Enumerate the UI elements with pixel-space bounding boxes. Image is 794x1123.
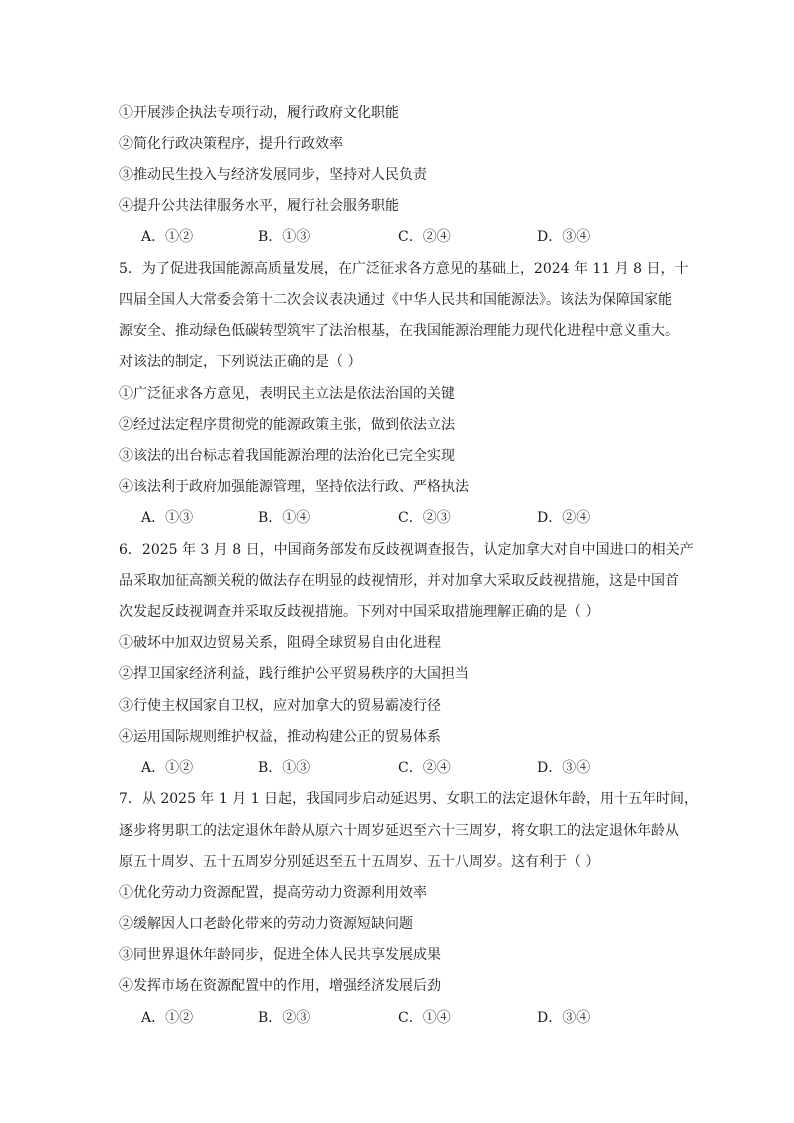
q5-option-b[interactable]: B．①④ (258, 510, 311, 526)
q4-option-c[interactable]: C．②④ (398, 229, 451, 245)
q6-statement-2: ②捍卫国家经济利益，践行维护公平贸易秩序的大国担当 (119, 666, 469, 682)
q7-statement-1: ①优化劳动力资源配置，提高劳动力资源利用效率 (119, 885, 427, 901)
q5-statement-1: ①广泛征求各方意见，表明民主立法是依法治国的关键 (119, 386, 455, 402)
q6-option-b[interactable]: B．①③ (258, 760, 311, 776)
q5-option-d[interactable]: D．②④ (537, 510, 591, 526)
q5-statement-4: ④该法利于政府加强能源管理，坚持依法行政、严格执法 (119, 479, 469, 495)
q6-stem-line-2: 品采取加征高额关税的做法存在明显的歧视情形，并对加拿大采取反歧视措施，这是中国首 (119, 573, 679, 589)
q7-option-d[interactable]: D．③④ (537, 1010, 591, 1026)
q7-option-a[interactable]: A．①② (141, 1010, 194, 1026)
q6-option-a[interactable]: A．①② (141, 760, 194, 776)
q4-statement-4: ④提升公共法律服务水平，履行社会服务职能 (119, 198, 399, 214)
q5-statement-2: ②经过法定程序贯彻党的能源政策主张，做到依法立法 (119, 417, 455, 433)
q6-statement-1: ①破坏中加双边贸易关系，阻碍全球贸易自由化进程 (119, 635, 441, 651)
q7-statement-4: ④发挥市场在资源配置中的作用，增强经济发展后劲 (119, 978, 441, 994)
q7-stem-line-2: 逐步将男职工的法定退休年龄从原六十周岁延迟至六十三周岁，将女职工的法定退休年龄从 (119, 823, 679, 839)
q6-stem-line-1: 6．2025 年 3 月 8 日，中国商务部发布反歧视调查报告，认定加拿大对自中国进口的相关产 (119, 542, 694, 558)
q6-statement-4: ④运用国际规则维护权益，推动构建公正的贸易体系 (119, 729, 441, 745)
q4-option-a[interactable]: A．①② (141, 229, 194, 245)
q7-statement-3: ③同世界退休年龄同步，促进全体人民共享发展成果 (119, 947, 441, 963)
q5-option-a[interactable]: A．①③ (141, 510, 194, 526)
q6-option-c[interactable]: C．②④ (398, 760, 451, 776)
q5-option-c[interactable]: C．②③ (398, 510, 451, 526)
q7-option-c[interactable]: C．①④ (398, 1010, 451, 1026)
q4-statement-2: ②简化行政决策程序，提升行政效率 (119, 136, 343, 152)
q6-stem-line-3: 次发起反歧视调查并采取反歧视措施。下列对中国采取措施理解正确的是（ ） (119, 604, 600, 620)
q6-option-d[interactable]: D．③④ (537, 760, 591, 776)
q5-stem-line-4: 对该法的制定，下列说法正确的是（ ） (119, 354, 362, 370)
q4-option-b[interactable]: B．①③ (258, 229, 311, 245)
q4-statement-3: ③推动民生投入与经济发展同步，坚持对人民负责 (119, 167, 427, 183)
q7-option-b[interactable]: B．②③ (258, 1010, 311, 1026)
q5-stem-line-1: 5．为了促进我国能源高质量发展，在广泛征求各方意见的基础上，2024 年 11 月 8 日，十 (119, 261, 689, 277)
q5-stem-line-3: 源安全、推动绿色低碳转型筑牢了法治根基，在我国能源治理能力现代化进程中意义重大。 (119, 323, 679, 339)
q7-statement-2: ②缓解因人口老龄化带来的劳动力资源短缺问题 (119, 916, 413, 932)
q7-stem-line-3: 原五十周岁、五十五周岁分别延迟至五十五周岁、五十八周岁。这有利于（ ） (119, 854, 600, 870)
q4-option-d[interactable]: D．③④ (537, 229, 591, 245)
q7-stem-line-1: 7．从 2025 年 1 月 1 日起，我国同步启动延迟男、女职工的法定退休年龄，用十五年时间， (119, 791, 699, 807)
q6-statement-3: ③行使主权国家自卫权，应对加拿大的贸易霸凌行径 (119, 698, 441, 714)
q5-stem-line-2: 四届全国人大常委会第十二次会议表决通过《中华人民共和国能源法》。该法为保障国家能 (119, 292, 672, 308)
q5-statement-3: ③该法的出台标志着我国能源治理的法治化已完全实现 (119, 448, 455, 464)
q4-statement-1: ①开展涉企执法专项行动，履行政府文化职能 (119, 105, 399, 121)
